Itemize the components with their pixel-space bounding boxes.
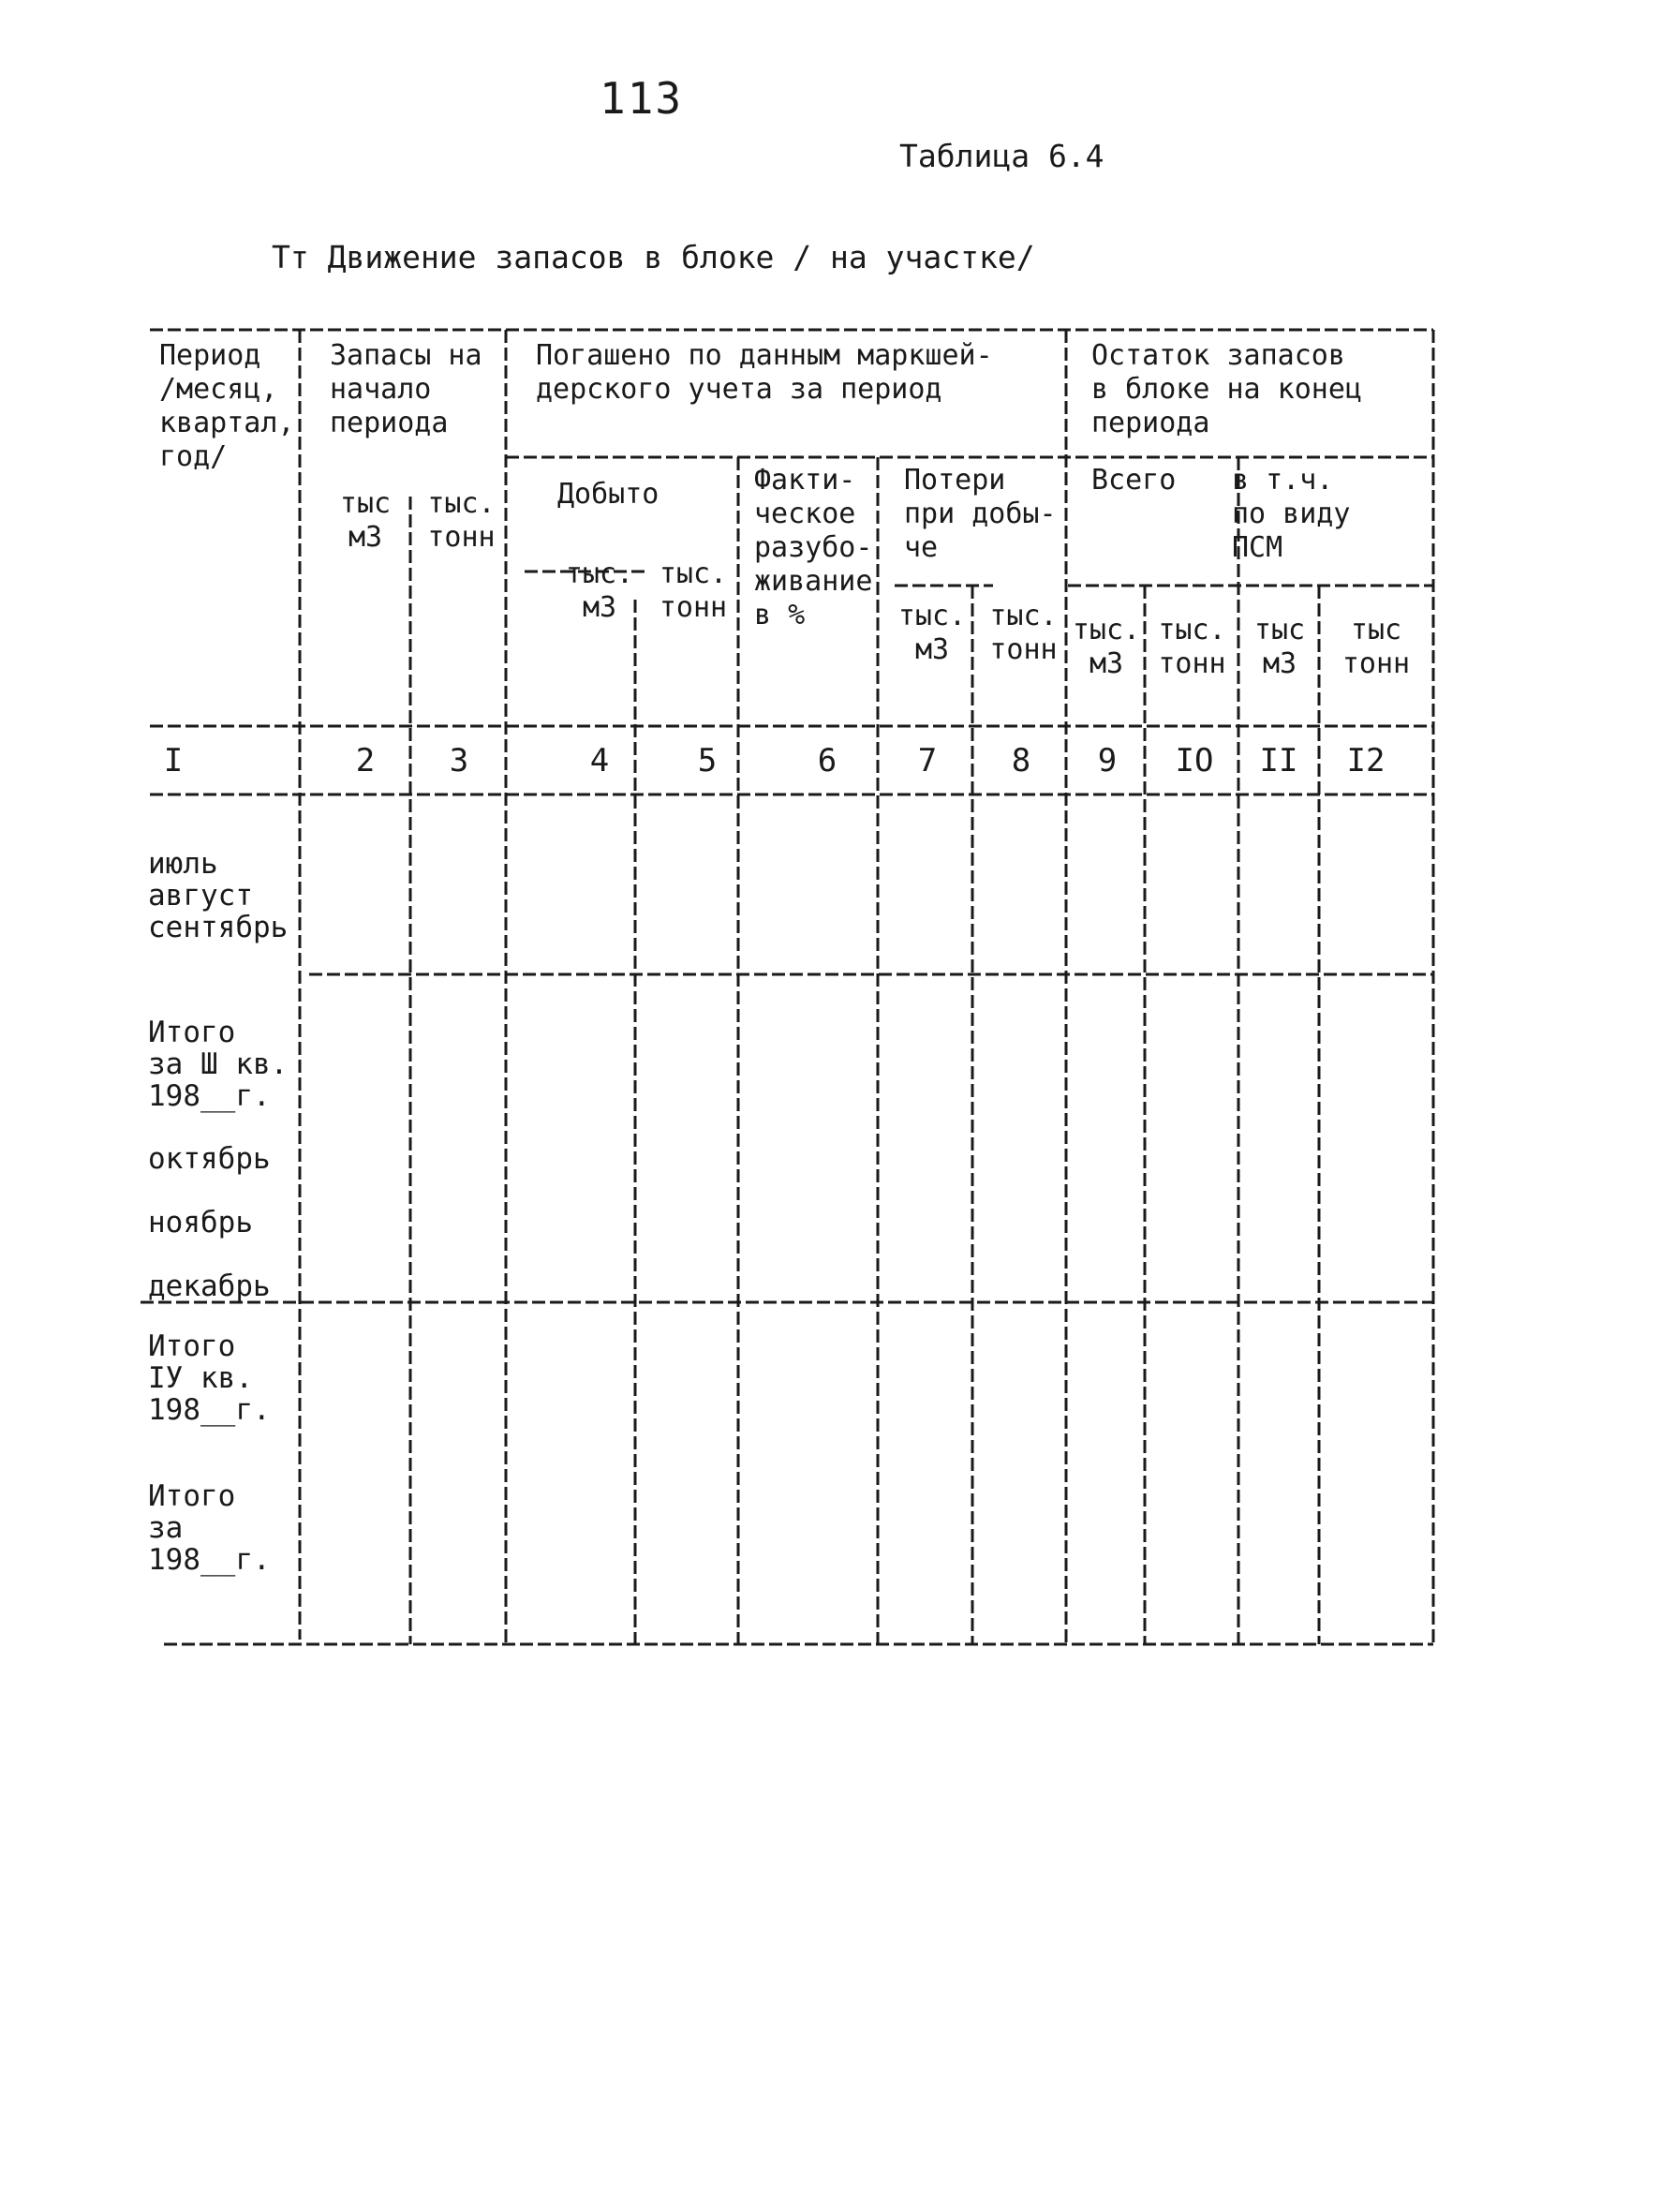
- column-number: 5: [697, 742, 718, 779]
- column-number: 6: [817, 742, 837, 779]
- header-period: Период /месяц, квартал, год/: [159, 339, 295, 473]
- table-title: Тт Движение запасов в блоке / на участке/: [272, 239, 1035, 275]
- column-number: I: [163, 742, 184, 779]
- header-kind-t: тыс тонн: [1341, 614, 1411, 680]
- header-kind-m3: тыс м3: [1253, 614, 1306, 680]
- header-mined-m3: тыс. м3: [565, 557, 634, 624]
- column-number: 3: [449, 742, 469, 779]
- period-q4-total: Итого IУ кв. 198__г.: [148, 1329, 271, 1427]
- column-number: 8: [1011, 742, 1031, 779]
- header-reserves-m3: тыс м3: [339, 487, 392, 554]
- header-reserves-t: тыс. тонн: [427, 487, 496, 554]
- column-number: IO: [1175, 742, 1214, 779]
- column-number: 4: [589, 742, 610, 779]
- period-year-total: Итого за 198__г.: [148, 1479, 271, 1577]
- header-reserves-start: Запасы на начало периода: [330, 339, 482, 439]
- header-mined-t: тыс. тонн: [659, 557, 728, 624]
- table-label: Таблица 6.4: [899, 138, 1104, 174]
- column-number: 7: [917, 742, 938, 779]
- header-dilution: Факти- ческое разубо- живание в %: [754, 464, 873, 631]
- period-q3-total: Итого за Ш кв. 198__г.: [148, 1016, 289, 1113]
- header-remainder: Остаток запасов в блоке на конец периода: [1091, 339, 1362, 439]
- header-losses: Потери при добы- че: [904, 464, 1057, 564]
- header-rem-m3: тыс. м3: [1072, 614, 1141, 680]
- column-number: 9: [1097, 742, 1118, 779]
- column-number: 2: [355, 742, 376, 779]
- column-number: II: [1259, 742, 1298, 779]
- header-incl-kind: в т.ч. по виду ПСМ: [1232, 464, 1351, 564]
- page-number: 113: [600, 73, 684, 124]
- header-mined: Добыто: [557, 478, 660, 511]
- header-losses-t: тыс. тонн: [989, 600, 1058, 666]
- period-q3-months: июль август сентябрь: [148, 847, 289, 944]
- header-total: Всего: [1091, 464, 1177, 497]
- header-losses-m3: тыс. м3: [897, 600, 967, 666]
- header-redeemed: Погашено по данным маркшей- дерского учета за период: [536, 339, 993, 406]
- column-number: I2: [1346, 742, 1386, 779]
- period-q4-months: октябрь ноябрь декабрь: [148, 1142, 271, 1303]
- header-rem-t: тыс. тонн: [1158, 614, 1226, 680]
